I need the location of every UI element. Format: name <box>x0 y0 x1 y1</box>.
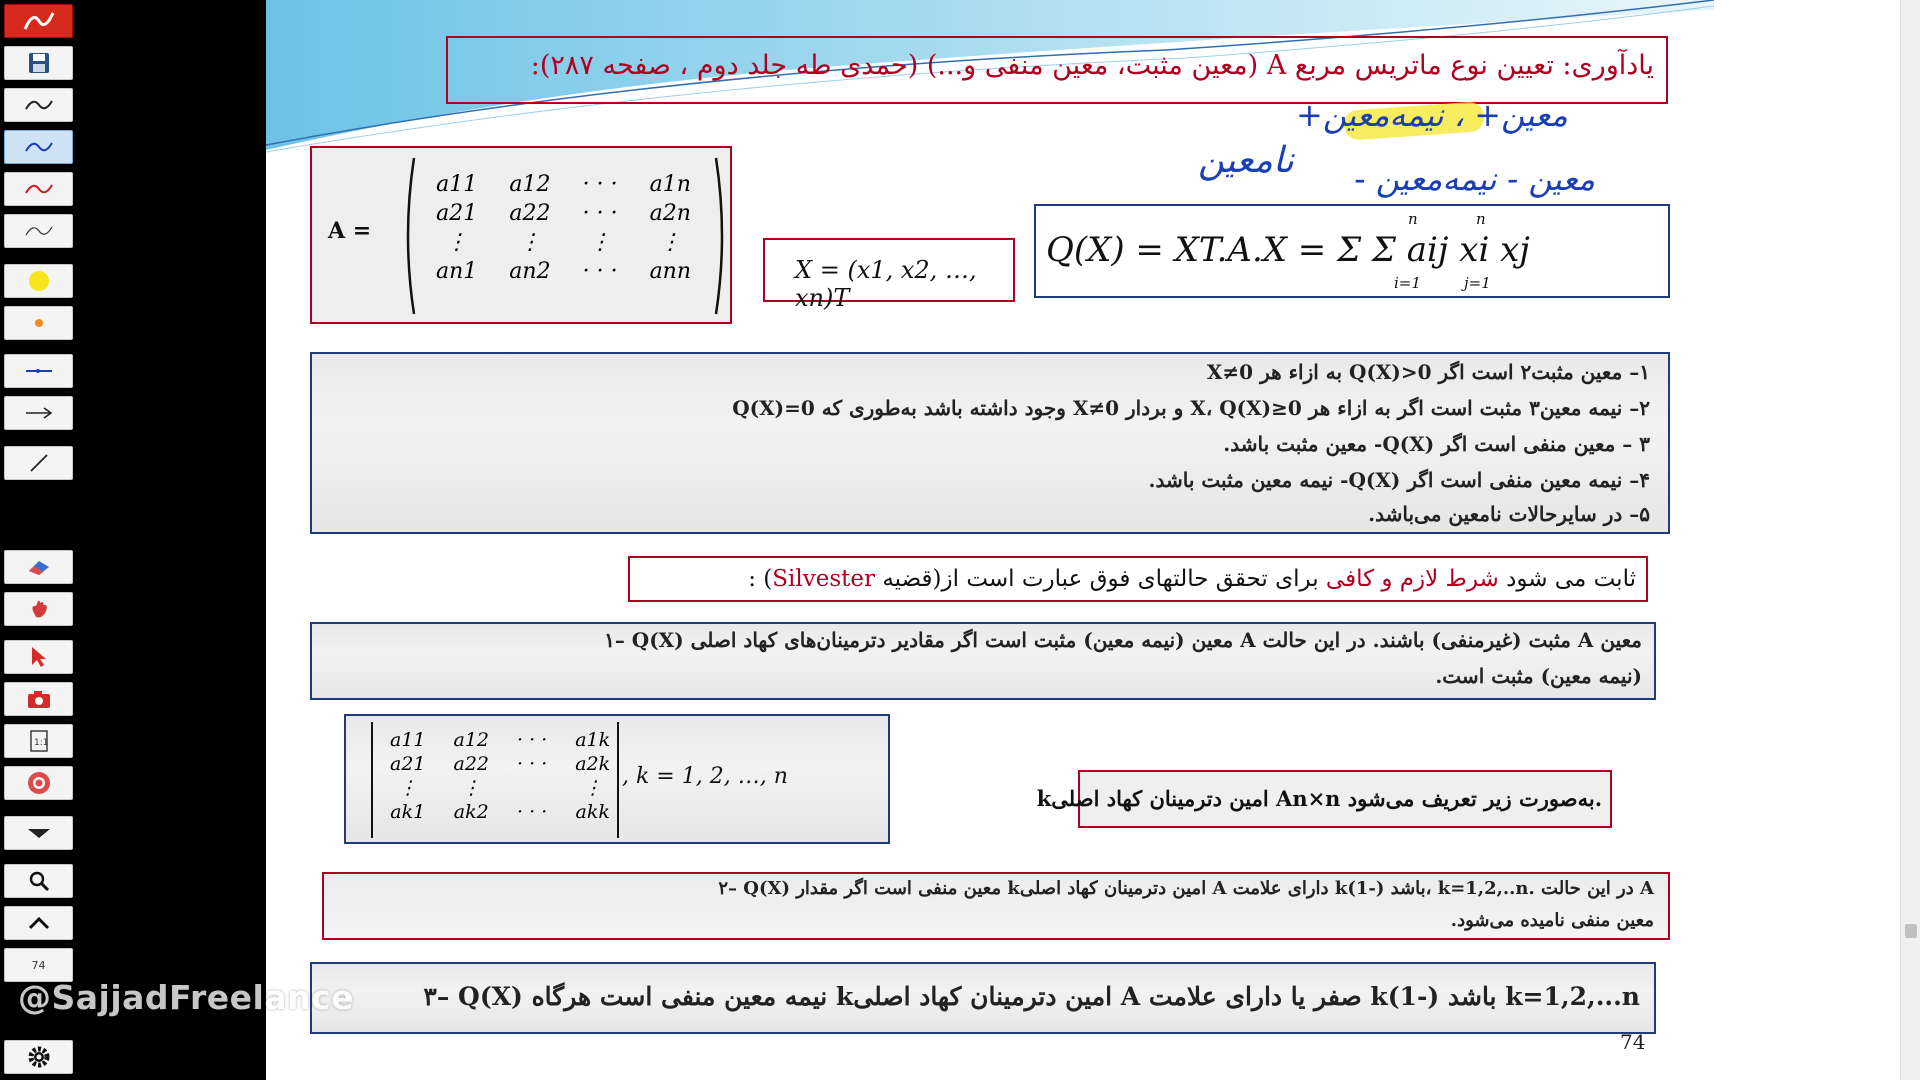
handwriting-line3: معین - نیمه‌معین - <box>1354 160 1596 198</box>
minor-matrix-cell <box>503 776 561 800</box>
pen-blue-button[interactable] <box>4 130 73 164</box>
pdf-logo-button[interactable] <box>4 4 73 38</box>
matrix-a-row <box>420 257 707 286</box>
silvester-suffix: ) : <box>748 566 773 592</box>
condition1-box <box>310 622 1656 700</box>
matrix-a-row <box>420 199 707 228</box>
eraser-icon <box>25 557 53 577</box>
eraser-button[interactable] <box>4 550 73 584</box>
matrix-a-row <box>420 228 707 257</box>
minor-matrix-cell: a2k <box>575 753 611 775</box>
minor-matrix-cell: ⋮ <box>398 777 418 799</box>
search-icon <box>27 869 51 893</box>
pen-red-button[interactable] <box>4 172 73 206</box>
pen-icon <box>24 139 54 155</box>
minor-matrix-box <box>344 714 890 844</box>
minor-matrix-cell: · · · <box>517 801 548 823</box>
record-button[interactable] <box>4 766 73 800</box>
minor-matrix-row <box>376 800 624 824</box>
save-icon <box>27 51 51 75</box>
matrix-a-cell: a2n <box>649 201 691 226</box>
handwriting-line1: معین+ ، نیمه‌معین+ <box>1296 96 1568 134</box>
matrix-a-cell: ⋮ <box>589 230 612 255</box>
sum-upper-i: n <box>1408 210 1418 228</box>
matrix-a-cell: a12 <box>509 172 551 197</box>
definitions-box <box>310 352 1670 534</box>
scroll-up-button[interactable] <box>4 906 73 940</box>
chevron-down-icon <box>26 826 52 840</box>
minor-matrix-cell: ak2 <box>453 801 489 823</box>
slide-page-number: 74 <box>1620 1030 1646 1054</box>
silvester-prefix: ثابت می شود <box>1498 566 1636 592</box>
quadratic-form-box <box>1034 204 1670 298</box>
minor-definition: kامین دترمینان کهاد اصلی An×n به‌صورت زیر تعریف می‌شود. <box>1036 786 1602 811</box>
condition1-line2: (نیمه معین) مثبت است. <box>1435 664 1642 688</box>
matrix-a-row <box>420 170 707 199</box>
minor-matrix-cell: ⋮ <box>461 777 481 799</box>
minor-matrix-cell: a11 <box>390 729 426 751</box>
matrix-a-cell: ann <box>649 259 692 284</box>
vector-x-box <box>763 238 1015 312</box>
definition-2: ۲– نیمه معین۳ مثبت است اگر به ازاء هر X، Q(X)≥0 و بردار X≠0 وجود داشته باشد به‌طوری که Q(X)=0 <box>732 396 1650 420</box>
definition-3: ۳ – معین منفی است اگر Q(X)- معین مثبت باشد. <box>1223 432 1650 456</box>
cursor-icon <box>29 645 49 669</box>
condition2-line2: معین منفی نامیده می‌شود. <box>1450 910 1654 931</box>
minor-matrix-cell: · · · <box>517 753 548 775</box>
matrix-a-table <box>420 170 707 286</box>
line-icon <box>27 451 51 475</box>
annotation-toolbar <box>0 0 80 1080</box>
matrix-a-cell: · · · <box>582 259 618 284</box>
condition3: ۳– Q(X) نیمه معین منفی است هرگاه kامین دترمینان کهاد اصلی A صفر یا دارای علامت k(1-) باشد k=1,2,...n <box>423 982 1640 1011</box>
matrix-a-cell: a1n <box>649 172 691 197</box>
camera-button[interactable] <box>4 682 73 716</box>
watermark: @SajjadFreelance <box>18 978 355 1017</box>
pen-icon <box>24 181 54 197</box>
silvester-middle: برای تحقق حالتهای فوق عبارت است از(قضیه <box>875 566 1326 592</box>
chevron-up-icon <box>27 915 51 931</box>
minor-matrix-cell: a21 <box>390 753 426 775</box>
minor-matrix-cell: ak1 <box>390 801 426 823</box>
definition-1: ۱– معین مثبت۲ است اگر Q(X)>0 به ازاء هر X≠0 <box>1206 360 1650 384</box>
slide-title-box <box>446 36 1668 104</box>
dot-orange-button[interactable] <box>4 306 73 340</box>
save-button[interactable] <box>4 46 73 80</box>
minor-matrix-cell: a12 <box>453 729 490 751</box>
fit-page-button[interactable] <box>4 724 73 758</box>
arrow-button[interactable] <box>4 396 73 430</box>
matrix-a-cell: · · · <box>582 172 618 197</box>
minor-matrix-suffix: , k = 1, 2, …, n <box>622 764 788 789</box>
matrix-a-cell: ⋮ <box>659 230 682 255</box>
minor-matrix-row <box>376 752 624 776</box>
condition2-line1: ۲– Q(X) معین منفی است اگر مقدار kامین دترمینان کهاد اصلی A دارای علامت k(1-) باشد، k=1,2,..n. در این حالت A <box>718 878 1654 899</box>
minor-matrix-cell: a1k <box>575 729 611 751</box>
handwriting-line2: نامعین <box>1198 140 1294 181</box>
highlighter-icon <box>27 269 51 293</box>
straight-line-button[interactable] <box>4 446 73 480</box>
minor-matrix-cell: ⋮ <box>583 777 603 799</box>
matrix-a-cell: a22 <box>509 201 551 226</box>
silvester-box <box>628 556 1648 602</box>
definition-5: ۵– در سایرحالات نامعین می‌باشد. <box>1368 502 1650 526</box>
pdf-logo-icon <box>19 7 59 35</box>
svg-text:1:1: 1:1 <box>33 738 48 748</box>
matrix-a-cell: · · · <box>582 201 618 226</box>
record-icon <box>26 770 52 796</box>
page-indicator[interactable] <box>4 948 73 982</box>
silvester-name: Silvester <box>772 566 876 592</box>
silvester-highlight: شرط لازم و کافی <box>1325 566 1499 592</box>
gear-icon <box>26 1044 52 1070</box>
line-blue-button[interactable] <box>4 354 73 388</box>
slide-title: یادآوری: تعیین نوع ماتریس مربع A (معین مثبت، معین منفی و...) (حمدی طه جلد دوم ، صفحه ۲۸۷): <box>530 50 1654 81</box>
matrix-a-cell: a21 <box>436 201 478 226</box>
fit-page-icon <box>28 729 50 753</box>
vector-x: X = (x1, x2, …, xn)T <box>795 256 977 312</box>
matrix-a-cell: ⋮ <box>445 230 468 255</box>
definition-4: ۴– نیمه معین منفی است اگر Q(X)- نیمه معین مثبت باشد. <box>1148 468 1650 492</box>
pen-icon <box>24 97 54 113</box>
dot-icon <box>33 317 45 329</box>
minor-matrix-cell: · · · <box>517 729 548 751</box>
viewer-margin <box>1714 0 1920 1080</box>
condition1-line1: ۱– Q(X) معین (نیمه معین) مثبت است اگر مقادیر دترمینان‌های کهاد اصلی A مثبت (غیرمنفی) باشند. در این حالت A معین <box>604 628 1642 652</box>
settings-button[interactable] <box>4 1040 73 1074</box>
quadratic-form: Q(X) = XT.A.X = Σ Σ aij xi xj <box>1046 230 1530 270</box>
scrollbar-thumb[interactable] <box>1905 924 1917 938</box>
sum-lower-j: j=1 <box>1464 274 1491 292</box>
dropdown-button[interactable] <box>4 816 73 850</box>
clear-button[interactable] <box>4 592 73 626</box>
vertical-scrollbar[interactable] <box>1900 0 1920 1080</box>
pen-icon <box>24 223 54 239</box>
matrix-a-cell: ⋮ <box>518 230 541 255</box>
minor-matrix-table <box>376 728 624 824</box>
matrix-a-lhs: A = <box>328 218 372 244</box>
minor-matrix-row <box>376 728 624 752</box>
slide-viewer <box>266 0 1714 1080</box>
line-icon <box>24 366 54 376</box>
minor-matrix-cell: akk <box>575 801 610 823</box>
hand-icon <box>27 597 51 621</box>
sum-lower-i: i=1 <box>1394 274 1421 292</box>
pen-black-button[interactable] <box>4 88 73 122</box>
zoom-button[interactable] <box>4 864 73 898</box>
matrix-a-cell: a11 <box>436 172 478 197</box>
camera-icon <box>26 688 52 710</box>
condition2-box <box>322 872 1670 940</box>
page-indicator-label: 74 <box>31 958 46 972</box>
sum-upper-j: n <box>1476 210 1486 228</box>
highlighter-yellow-button[interactable] <box>4 264 73 298</box>
matrix-a-cell: an1 <box>436 259 478 284</box>
arrow-icon <box>24 406 54 420</box>
minor-matrix-row <box>376 776 624 800</box>
matrix-a-cell: an2 <box>509 259 551 284</box>
matrix-a-box <box>310 146 732 324</box>
pointer-button[interactable] <box>4 640 73 674</box>
minor-matrix-cell: a22 <box>453 753 490 775</box>
minor-definition-box <box>1036 770 1612 828</box>
silvester-statement <box>748 566 1636 592</box>
condition3-box <box>310 962 1656 1034</box>
pen-thin-button[interactable] <box>4 214 73 248</box>
